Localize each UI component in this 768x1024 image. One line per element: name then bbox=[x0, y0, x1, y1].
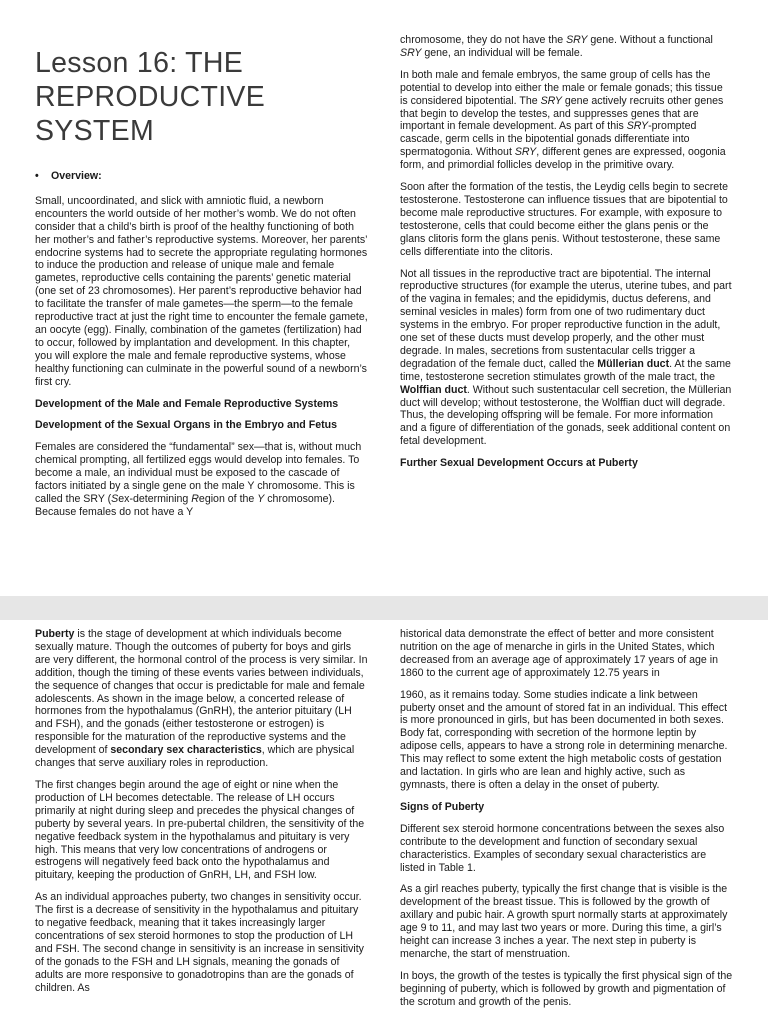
section-heading-development: Development of the Male and Female Reproductive Systems bbox=[35, 397, 339, 410]
italic-letter: Y bbox=[257, 492, 265, 505]
page2-right-column bbox=[400, 628, 733, 1018]
text-run: gene actively recruits other genes that begin to develop the testes, and suppresses genes that are important in female development. As part of this bbox=[400, 94, 724, 133]
section-heading-signs: Signs of Puberty bbox=[400, 800, 485, 813]
boy-puberty-paragraph: In boys, the growth of the testes is typically the first physical sign of the beginning of puberty, which is followed by growth and pigmentation of the scrotum and growth of the penis. bbox=[400, 969, 733, 1008]
overview-label: Overview: bbox=[51, 170, 102, 182]
text-run: ex-determining bbox=[118, 492, 192, 505]
italic-letter: R bbox=[191, 492, 199, 505]
body-fat-paragraph: 1960, as it remains today. Some studies indicate a link between puberty onset and the amount of stored fat in an individual. This effect is more pronounced in girls, but has been documented in both sexes. Body fat, corresponding with secretion of the hormone leptin by adipose cells, appears to have a strong role in determining menarche. This may reflect to some extent the high metabolic costs of gestation and lactation. In girls who are lean and highly active, such as gymnasts, there is often a delay in the onset of puberty. bbox=[400, 688, 728, 791]
text-run: chromosome, they do not have the bbox=[400, 34, 567, 46]
text-run: -prompted cascade, germ cells in the bipotential gonads differentiate into spermatogonia. Without bbox=[400, 120, 697, 159]
sry-term: SRY bbox=[566, 34, 588, 46]
duct-paragraph bbox=[400, 268, 733, 449]
section-heading-embryo: Development of the Sexual Organs in the Embryo and Fetus bbox=[35, 419, 337, 432]
secondary-sex-characteristics-term: secondary sex characteristics bbox=[110, 744, 262, 757]
sry-term: SRY bbox=[626, 120, 649, 133]
sry-term: SRY bbox=[400, 46, 422, 59]
text-run: Females are considered the “fundamental” sex—that is, without much chemical prompting, all fertilized eggs would develop into females. To become a male, an individual must be exposed to the cascade of factors initiated by a single gene on the male Y chromosome. This is called the SRY ( bbox=[35, 441, 362, 505]
puberty-paragraph bbox=[35, 628, 368, 770]
section-heading-puberty: Further Sexual Development Occurs at Puberty bbox=[400, 457, 638, 470]
italic-letter: S bbox=[111, 492, 119, 505]
girl-puberty-paragraph: As a girl reaches puberty, typically the first change that is visible is the development of the breast tissue. This is followed by the growth of axillary and pubic hair. A growth spurt normally starts at approximately age 9 to 11, and may last two years or more. During this time, a girl’s height can increase 3 inches a year. The next step in puberty is menarche, the start of menstruation. bbox=[400, 883, 728, 960]
text-run: gene, an individual will be female. bbox=[421, 46, 583, 59]
text-run: . Without such sustentacular cell secretion, the Müllerian duct will develop; without testosterone, the Wolffian duct will degrade. Thus, the developing offspring will be female. For more information and a figure of differentiation of the gonads, seek additional content on fetal development. bbox=[400, 383, 732, 448]
testosterone-paragraph: Soon after the formation of the testis, the Leydig cells begin to secrete testosterone. Testosterone can influence tissues that are bipotential to become male reproductive structures. For example, with exposure to testosterone, cells that could become either the glans penis or the glans clitoris form the glans penis. Without testosterone, these same cells differentiate into the clitoris. bbox=[400, 181, 729, 258]
sry-paragraph bbox=[400, 34, 733, 60]
text-run: , which are physical changes that serve auxiliary roles in reproduction. bbox=[35, 744, 355, 770]
text-run: is the stage of development at which individuals become sexually mature. Though the outcomes of puberty for boys and girls are very different, the hormonal control of the process is very similar. In addition, though the timing of these events varies between individuals, the sequence of changes that occur is predictable for male and female adolescents. As shown in the image below, a concerted release of hormones from the hypothalamus (GnRH), the anterior pituitary (LH and FSH), and the gonads (either testosterone or estrogen) is responsible for the maturation of the reproductive systems and the development of bbox=[35, 628, 368, 757]
wolffian-duct-term: Wolffian duct bbox=[400, 383, 467, 396]
puberty-term: Puberty bbox=[35, 628, 75, 640]
intro-paragraph: Small, uncoordinated, and slick with amniotic fluid, a newborn encounters the world outside of her mother’s womb. We do not often consider that a child’s birth is proof of the healthy functioning of both her mother’s and father’s reproductive systems. Moreover, her parents’ endocrine systems had to secrete the appropriate regulating hormones to induce the production and release of unique male and female gametes, reproductive cells containing the parents’ genetic material (one set of 23 chromosomes). Her parent’s reproductive behavior had to facilitate the transfer of male gametes—the sperm—to the female reproductive tract at just the right time to encounter the female gamete, an oocyte (egg). Finally, combination of the gametes (fertilization) had to occur, followed by implantation and development. In this chapter, you will explore the male and female reproductive systems, whose healthy functioning can culminate in the powerful sound of a newborn’s first cry. bbox=[35, 194, 368, 388]
page1-left-column bbox=[35, 0, 368, 528]
mullerian-duct-term: Müllerian duct bbox=[597, 357, 670, 370]
text-run: Not all tissues in the reproductive tract are bipotential. The internal reproductive structures (for example the uterus, uterine tubes, and part of the vagina in females; and the epididymis, ductus deferens, and seminal vesicles in males) form from one of two rudimentary duct systems in the embryo. For proper reproductive function in the adult, one set of these ducts must develop properly, and the other must degrade. In males, secretions from sustentacular cells trigger a degradation of the female duct, called the bbox=[400, 267, 732, 370]
page2-left-column bbox=[35, 628, 368, 1003]
page-title: Lesson 16: THE REPRODUCTIVE SYSTEM bbox=[35, 47, 266, 147]
bullet-icon: • bbox=[35, 170, 39, 182]
overview-bullet-item bbox=[35, 170, 368, 183]
sensitivity-paragraph: As an individual approaches puberty, two changes in sensitivity occur. The first is a decrease of sensitivity in the hypothalamus and pituitary to negative feedback, meaning that it takes increasingly larger concentrations of sex steroid hormones to stop the production of LH and FSH. The second change in sensitivity is an increase in sensitivity of the gonads to the FSH and LH signals, meaning the gonads of adults are more responsive to gonadotropins than are the gonads of children. As bbox=[35, 891, 364, 994]
females-paragraph bbox=[35, 441, 368, 518]
first-changes-paragraph: The first changes begin around the age of eight or nine when the production of LH becomes detectable. The release of LH occurs primarily at night during sleep and precedes the physical changes of puberty by several years. In pre-pubertal children, the sensitivity of the negative feedback system in the hypothalamus and pituitary is very high. This means that very low concentrations of androgens or estrogens will negatively feed back onto the hypothalamus and pituitary, keeping the production of GnRH, LH, and FSH low. bbox=[35, 778, 365, 882]
document-page-2 bbox=[0, 620, 768, 1024]
text-run: In both male and female embryos, the same group of cells has the potential to develop into either the male or female gonads; this tissue is considered bipotential. The bbox=[400, 68, 723, 107]
text-run: , different genes are expressed, oogonia form, and primordial follicles develop in the primitive ovary. bbox=[400, 146, 726, 172]
text-run: gene. Without a functional bbox=[587, 34, 713, 46]
bipotential-paragraph bbox=[400, 69, 733, 172]
text-run: egion of the bbox=[198, 492, 258, 505]
sry-term: SRY bbox=[540, 94, 562, 107]
sry-term: SRY bbox=[514, 146, 537, 159]
text-run: . At the same time, testosterone secretion stimulates growth of the male tract, the bbox=[400, 357, 731, 383]
text-run: chromosome). Because females do not have a Y bbox=[35, 492, 335, 518]
sex-steroid-paragraph: Different sex steroid hormone concentrations between the sexes also contribute to the development and function of secondary sexual characteristics. Examples of secondary sexual characteristics are listed in Table 1. bbox=[400, 822, 725, 874]
page1-right-column bbox=[400, 34, 733, 479]
nutrition-paragraph: historical data demonstrate the effect of better and more consistent nutrition on the age of menarche in girls in the United States, which decreased from an average age of approximately 17 years of age in 1860 to the current age of approximately 12.75 years in bbox=[400, 628, 719, 679]
